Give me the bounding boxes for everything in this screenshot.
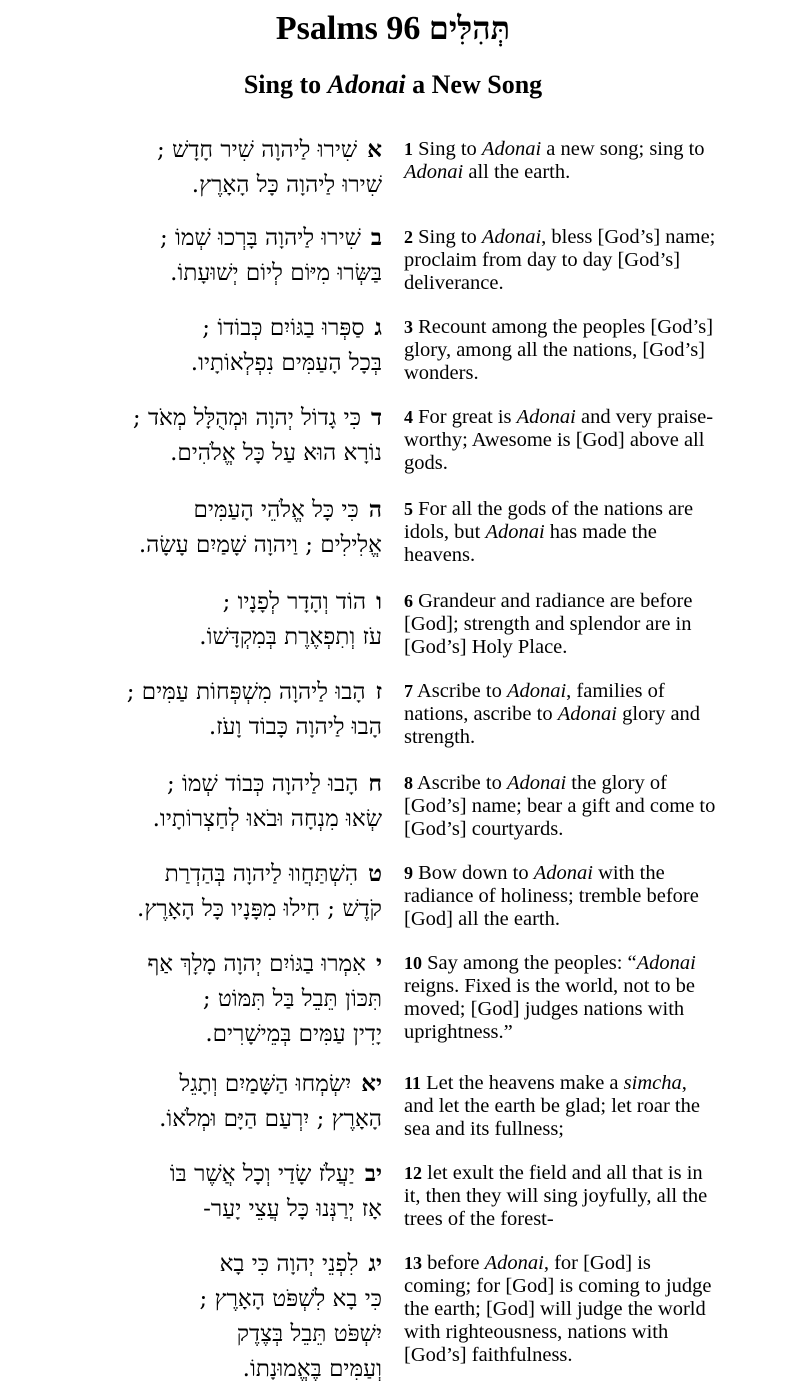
english-verse <box>404 772 772 841</box>
english-line <box>404 1072 772 1095</box>
hebrew-line-text: הָבוּ לַיהוָה מִשְׁפְּחוֹת עַמִּים ; <box>126 679 366 705</box>
english-text: strength. <box>404 726 476 748</box>
hebrew-line-text: הָבוּ לַיהוָה כָּבוֹד וָעֹז. <box>208 714 382 740</box>
hebrew-line <box>6 1246 382 1282</box>
english-verse <box>404 1072 772 1141</box>
hebrew-line <box>6 1192 382 1227</box>
english-text: , for [God] is <box>543 1252 651 1274</box>
english-verse <box>404 406 772 475</box>
english-verse-number: 1 <box>404 139 413 159</box>
english-text: before <box>422 1252 485 1274</box>
hebrew-line-text: לִפְנֵי יְהוָה כִּי בָא <box>219 1251 359 1277</box>
subtitle-post: a New Song <box>405 70 543 99</box>
english-line <box>404 613 772 636</box>
hebrew-line <box>6 892 382 927</box>
hebrew-line-text: תִּכּוֹן תֵּבֵל בַּל תִּמּוֹט ; <box>202 986 382 1012</box>
english-text: glory and <box>616 703 701 725</box>
hebrew-line <box>6 620 382 655</box>
english-text: heavens. <box>404 544 476 566</box>
english-line <box>404 272 772 295</box>
subtitle-pre: Sing to <box>243 70 328 99</box>
hebrew-line-text: בְּכָל הָעַמִּים נִפְלְאוֹתָיו. <box>190 350 382 376</box>
english-line <box>404 703 772 726</box>
english-line <box>404 521 772 544</box>
english-text: nations, ascribe to <box>404 703 558 725</box>
english-line <box>404 1021 772 1044</box>
english-text: Ascribe to <box>413 680 507 702</box>
english-verse-number: 6 <box>404 591 413 611</box>
hebrew-line <box>6 436 382 471</box>
english-line <box>404 1252 772 1275</box>
hebrew-line <box>6 220 382 256</box>
hebrew-line-text: כִּי גָדוֹל יְהוָה וּמְהֻלָּל מְאֹד ; <box>132 405 361 431</box>
hebrew-verse-number: ד <box>370 404 382 431</box>
hebrew-verse-number: ח <box>368 770 382 797</box>
english-text: Grandeur and radiance are before <box>413 590 693 612</box>
hebrew-line-text: אָז יְרַנְּנוּ כָּל עֲצֵי יָעַר- <box>203 1196 382 1222</box>
hebrew-verse-number: ב <box>370 224 382 251</box>
hebrew-line-text: אִמְרוּ בַגּוֹיִם יְהוָה מָלָךְ אַף <box>147 951 366 977</box>
hebrew-verse <box>6 1156 382 1227</box>
english-text: wonders. <box>404 362 479 384</box>
english-verse-number: 8 <box>404 773 413 793</box>
hebrew-verse-number: א <box>367 136 382 163</box>
hebrew-verse <box>6 946 382 1052</box>
hebrew-verse-number: יא <box>361 1070 382 1097</box>
title-english: Psalms 96 <box>275 10 421 47</box>
english-text: Sing to <box>413 226 482 248</box>
english-text: Ascribe to <box>413 772 507 794</box>
hebrew-verse <box>6 400 382 471</box>
hebrew-verse <box>6 132 382 203</box>
divine-name: Adonai <box>506 680 567 702</box>
hebrew-line <box>6 1017 382 1052</box>
english-text: gods. <box>404 452 448 474</box>
divine-name: Adonai <box>481 138 542 160</box>
english-line <box>404 885 772 908</box>
english-line <box>404 1321 772 1344</box>
english-verse-number: 7 <box>404 681 413 701</box>
english-verse <box>404 226 772 295</box>
hebrew-line-text: וְעַמִּים בֶּאֱמוּנָתוֹ. <box>242 1356 382 1382</box>
english-line <box>404 1118 772 1141</box>
divine-name: simcha <box>623 1072 682 1094</box>
english-text: Say among the peoples: “ <box>422 952 637 974</box>
hebrew-line <box>6 256 382 291</box>
hebrew-line-text: הָבוּ לַיהוָה כְּבוֹד שְׁמוֹ ; <box>166 771 359 797</box>
divine-name: Adonai <box>506 772 567 794</box>
divine-name: Adonai <box>485 521 545 543</box>
english-text: has made the <box>544 521 657 543</box>
english-text: moved; [God] judges nations with <box>404 998 685 1020</box>
english-text: uprightness.” <box>404 1021 513 1043</box>
divine-name: Adonai <box>557 703 617 725</box>
english-line <box>404 1208 772 1231</box>
english-text: , families of <box>566 680 665 702</box>
english-text: worthy; Awesome is [God] above all <box>404 429 705 451</box>
hebrew-line <box>6 802 382 837</box>
hebrew-verse <box>6 1066 382 1137</box>
hebrew-line <box>6 492 382 528</box>
english-verse-number: 5 <box>404 499 413 519</box>
hebrew-line-text: נוֹרָא הוּא עַל כָּל אֱלֹהִים. <box>170 440 382 466</box>
english-line <box>404 1162 772 1185</box>
hebrew-line <box>6 400 382 436</box>
hebrew-line-text: הוֹד וְהָדָר לְפָנָיו ; <box>222 589 367 615</box>
hebrew-line-text: יִשְׂמְחוּ הַשָּׁמַיִם וְתָגֵל <box>179 1071 352 1097</box>
hebrew-line <box>6 1102 382 1137</box>
divine-name: Adonai <box>484 1252 544 1274</box>
english-line <box>404 1275 772 1298</box>
english-line <box>404 590 772 613</box>
english-text: proclaim from day to day [God’s] <box>404 249 681 271</box>
english-text: and very praise- <box>575 406 714 428</box>
hebrew-line-text: שִׁירוּ לַיהוָה בָּרְכוּ שְׁמוֹ ; <box>159 225 361 251</box>
hebrew-line-text: שִׁירוּ לַיהוָה שִׁיר חָדָשׁ ; <box>157 137 358 163</box>
english-verse-number: 13 <box>404 1253 422 1273</box>
hebrew-line-text: בַּשְּׂרוּ מִיּוֹם לְיוֹם יְשׁוּעָתוֹ. <box>170 260 382 286</box>
hebrew-line <box>6 346 382 381</box>
english-line <box>404 975 772 998</box>
english-text: [God] all the earth. <box>404 908 560 930</box>
english-text: trees of the forest- <box>404 1208 554 1230</box>
english-line <box>404 818 772 841</box>
english-text: [God’s] courtyards. <box>404 818 564 840</box>
hebrew-line-text: יָדִין עַמִּים בְּמֵישָׁרִים. <box>205 1021 382 1047</box>
english-text: all the earth. <box>463 161 571 183</box>
hebrew-line <box>6 766 382 802</box>
english-verse <box>404 138 772 184</box>
hebrew-line-text: הִשְׁתַּחֲווּ לַיהוָה בְּהַדְרַת <box>164 861 359 887</box>
hebrew-verse <box>6 492 382 563</box>
english-text: with the <box>592 862 665 884</box>
divine-name: Adonai <box>636 952 696 974</box>
hebrew-line <box>6 946 382 982</box>
title-hebrew: תְּהִלִּים <box>428 9 511 47</box>
hebrew-line <box>6 1156 382 1192</box>
english-line <box>404 498 772 521</box>
english-text: it, then they will sing joyfully, all the <box>404 1185 708 1207</box>
english-line <box>404 1298 772 1321</box>
english-text: coming; for [God] is coming to judge <box>404 1275 712 1297</box>
english-verse <box>404 862 772 931</box>
english-text: deliverance. <box>404 272 504 294</box>
hebrew-verse-number: יב <box>364 1160 382 1187</box>
hebrew-line-text: כִּי בָא לִשְׁפֹּט הָאָרֶץ ; <box>199 1286 382 1312</box>
english-line <box>404 772 772 795</box>
english-line <box>404 952 772 975</box>
english-line <box>404 161 772 184</box>
english-text: and let the earth be glad; let roar the <box>404 1095 700 1117</box>
english-line <box>404 249 772 272</box>
english-text: Recount among the peoples [God’s] <box>413 316 714 338</box>
hebrew-line <box>6 982 382 1017</box>
english-line <box>404 908 772 931</box>
english-verse-number: 9 <box>404 863 413 883</box>
hebrew-verse <box>6 310 382 381</box>
hebrew-line-text: קֹדֶשׁ ; חִילוּ מִפָּנָיו כָּל הָאָרֶץ. <box>137 896 382 922</box>
english-verse-number: 4 <box>404 407 413 427</box>
hebrew-line <box>6 1066 382 1102</box>
english-line <box>404 1185 772 1208</box>
divine-name: Adonai <box>516 406 576 428</box>
english-line <box>404 339 772 362</box>
english-line <box>404 316 772 339</box>
hebrew-line-text: כִּי כָּל אֱלֹהֵי הָעַמִּים <box>193 497 359 523</box>
hebrew-line-text: הָאָרֶץ ; יִרְעַם הַיָּם וּמְלֹאוֹ. <box>159 1106 382 1132</box>
hebrew-verse-number: י <box>375 950 382 977</box>
hebrew-line-text: שִׁירוּ לַיהוָה כָּל הָאָרֶץ. <box>191 172 382 198</box>
hebrew-line <box>6 310 382 346</box>
hebrew-line <box>6 674 382 710</box>
english-verse-number: 11 <box>404 1073 422 1093</box>
english-line <box>404 544 772 567</box>
english-text: sea and its fullness; <box>404 1118 564 1140</box>
english-line <box>404 362 772 385</box>
english-line <box>404 138 772 161</box>
english-text: the glory of <box>566 772 667 794</box>
english-line <box>404 406 772 429</box>
hebrew-line <box>6 710 382 745</box>
english-text: Sing to <box>413 138 482 160</box>
english-line <box>404 429 772 452</box>
english-verse-number: 2 <box>404 227 413 247</box>
english-text: [God’s] faithfulness. <box>404 1344 573 1366</box>
english-verse <box>404 952 772 1044</box>
hebrew-verse-number: ג <box>374 314 382 341</box>
english-line <box>404 680 772 703</box>
hebrew-verse-number: ט <box>368 860 382 887</box>
divine-name: Adonai <box>404 161 464 183</box>
hebrew-verse-number: יג <box>368 1250 382 1277</box>
english-verse-number: 12 <box>404 1163 422 1183</box>
page-title <box>0 8 786 49</box>
hebrew-line <box>6 1317 382 1352</box>
english-line <box>404 226 772 249</box>
english-text: [God]; strength and splendor are in <box>404 613 692 635</box>
english-verse <box>404 680 772 749</box>
english-line <box>404 998 772 1021</box>
hebrew-line-text: יַעֲלֹז שָׂדַי וְכָל אֲשֶׁר בּוֹ <box>169 1161 355 1187</box>
hebrew-verse <box>6 584 382 655</box>
hebrew-verse <box>6 766 382 837</box>
hebrew-verse <box>6 1246 382 1387</box>
english-line <box>404 1095 772 1118</box>
english-text: idols, but <box>404 521 486 543</box>
english-text: radiance of holiness; tremble before <box>404 885 699 907</box>
english-verse <box>404 1162 772 1231</box>
english-line <box>404 726 772 749</box>
english-line <box>404 795 772 818</box>
hebrew-line-text: יִשְׁפֹּט תֵּבֵל בְּצֶדֶק <box>236 1321 382 1347</box>
english-verse <box>404 316 772 385</box>
english-text: let exult the field and all that is in <box>422 1162 703 1184</box>
hebrew-line <box>6 1282 382 1317</box>
english-text: , <box>681 1072 687 1094</box>
english-line <box>404 636 772 659</box>
hebrew-line <box>6 856 382 892</box>
divine-name: Adonai <box>481 226 542 248</box>
page-subtitle <box>0 68 786 102</box>
english-text: a new song; sing to <box>541 138 705 160</box>
english-text: [God’s] name; bear a gift and come to <box>404 795 716 817</box>
hebrew-line <box>6 528 382 563</box>
english-text: with righteousness, nations with <box>404 1321 669 1343</box>
hebrew-line-text: עֹז וְתִפְאֶרֶת בְּמִקְדָּשׁוֹ. <box>199 624 382 650</box>
english-text: For all the gods of the nations are <box>413 498 694 520</box>
english-line <box>404 452 772 475</box>
hebrew-verse-number: ה <box>368 496 382 523</box>
hebrew-line-text: שְׂאוּ מִנְחָה וּבֹאוּ לְחַצְרוֹתָיו. <box>152 806 382 832</box>
english-verse-number: 3 <box>404 317 413 337</box>
english-text: Let the heavens make a <box>421 1072 624 1094</box>
english-verse <box>404 590 772 659</box>
english-text: [God’s] Holy Place. <box>404 636 568 658</box>
english-verse-number: 10 <box>404 953 422 973</box>
english-text: glory, among all the nations, [God’s] <box>404 339 705 361</box>
english-text: reigns. Fixed is the world, not to be <box>404 975 695 997</box>
english-text: , bless [God’s] name; <box>541 226 716 248</box>
english-text: Bow down to <box>413 862 534 884</box>
english-line <box>404 862 772 885</box>
hebrew-verse <box>6 220 382 291</box>
english-text: For great is <box>413 406 517 428</box>
divine-name: Adonai <box>533 862 593 884</box>
hebrew-verse <box>6 856 382 927</box>
english-verse <box>404 1252 772 1367</box>
hebrew-verse <box>6 674 382 745</box>
english-line <box>404 1344 772 1367</box>
hebrew-line-text: סַפְּרוּ בַגּוֹיִם כְּבוֹדוֹ ; <box>202 315 365 341</box>
hebrew-line-text: אֱלִילִים ; וַיהוָה שָׁמַיִם עָשָׂה. <box>138 532 382 558</box>
hebrew-verse-number: ז <box>375 678 382 705</box>
hebrew-line <box>6 168 382 203</box>
english-verse <box>404 498 772 567</box>
hebrew-line <box>6 1352 382 1387</box>
hebrew-verse-number: ו <box>376 588 382 615</box>
hebrew-line <box>6 132 382 168</box>
hebrew-line <box>6 584 382 620</box>
subtitle-divine-name: Adonai <box>327 70 406 99</box>
english-text: the earth; [God] will judge the world <box>404 1298 706 1320</box>
